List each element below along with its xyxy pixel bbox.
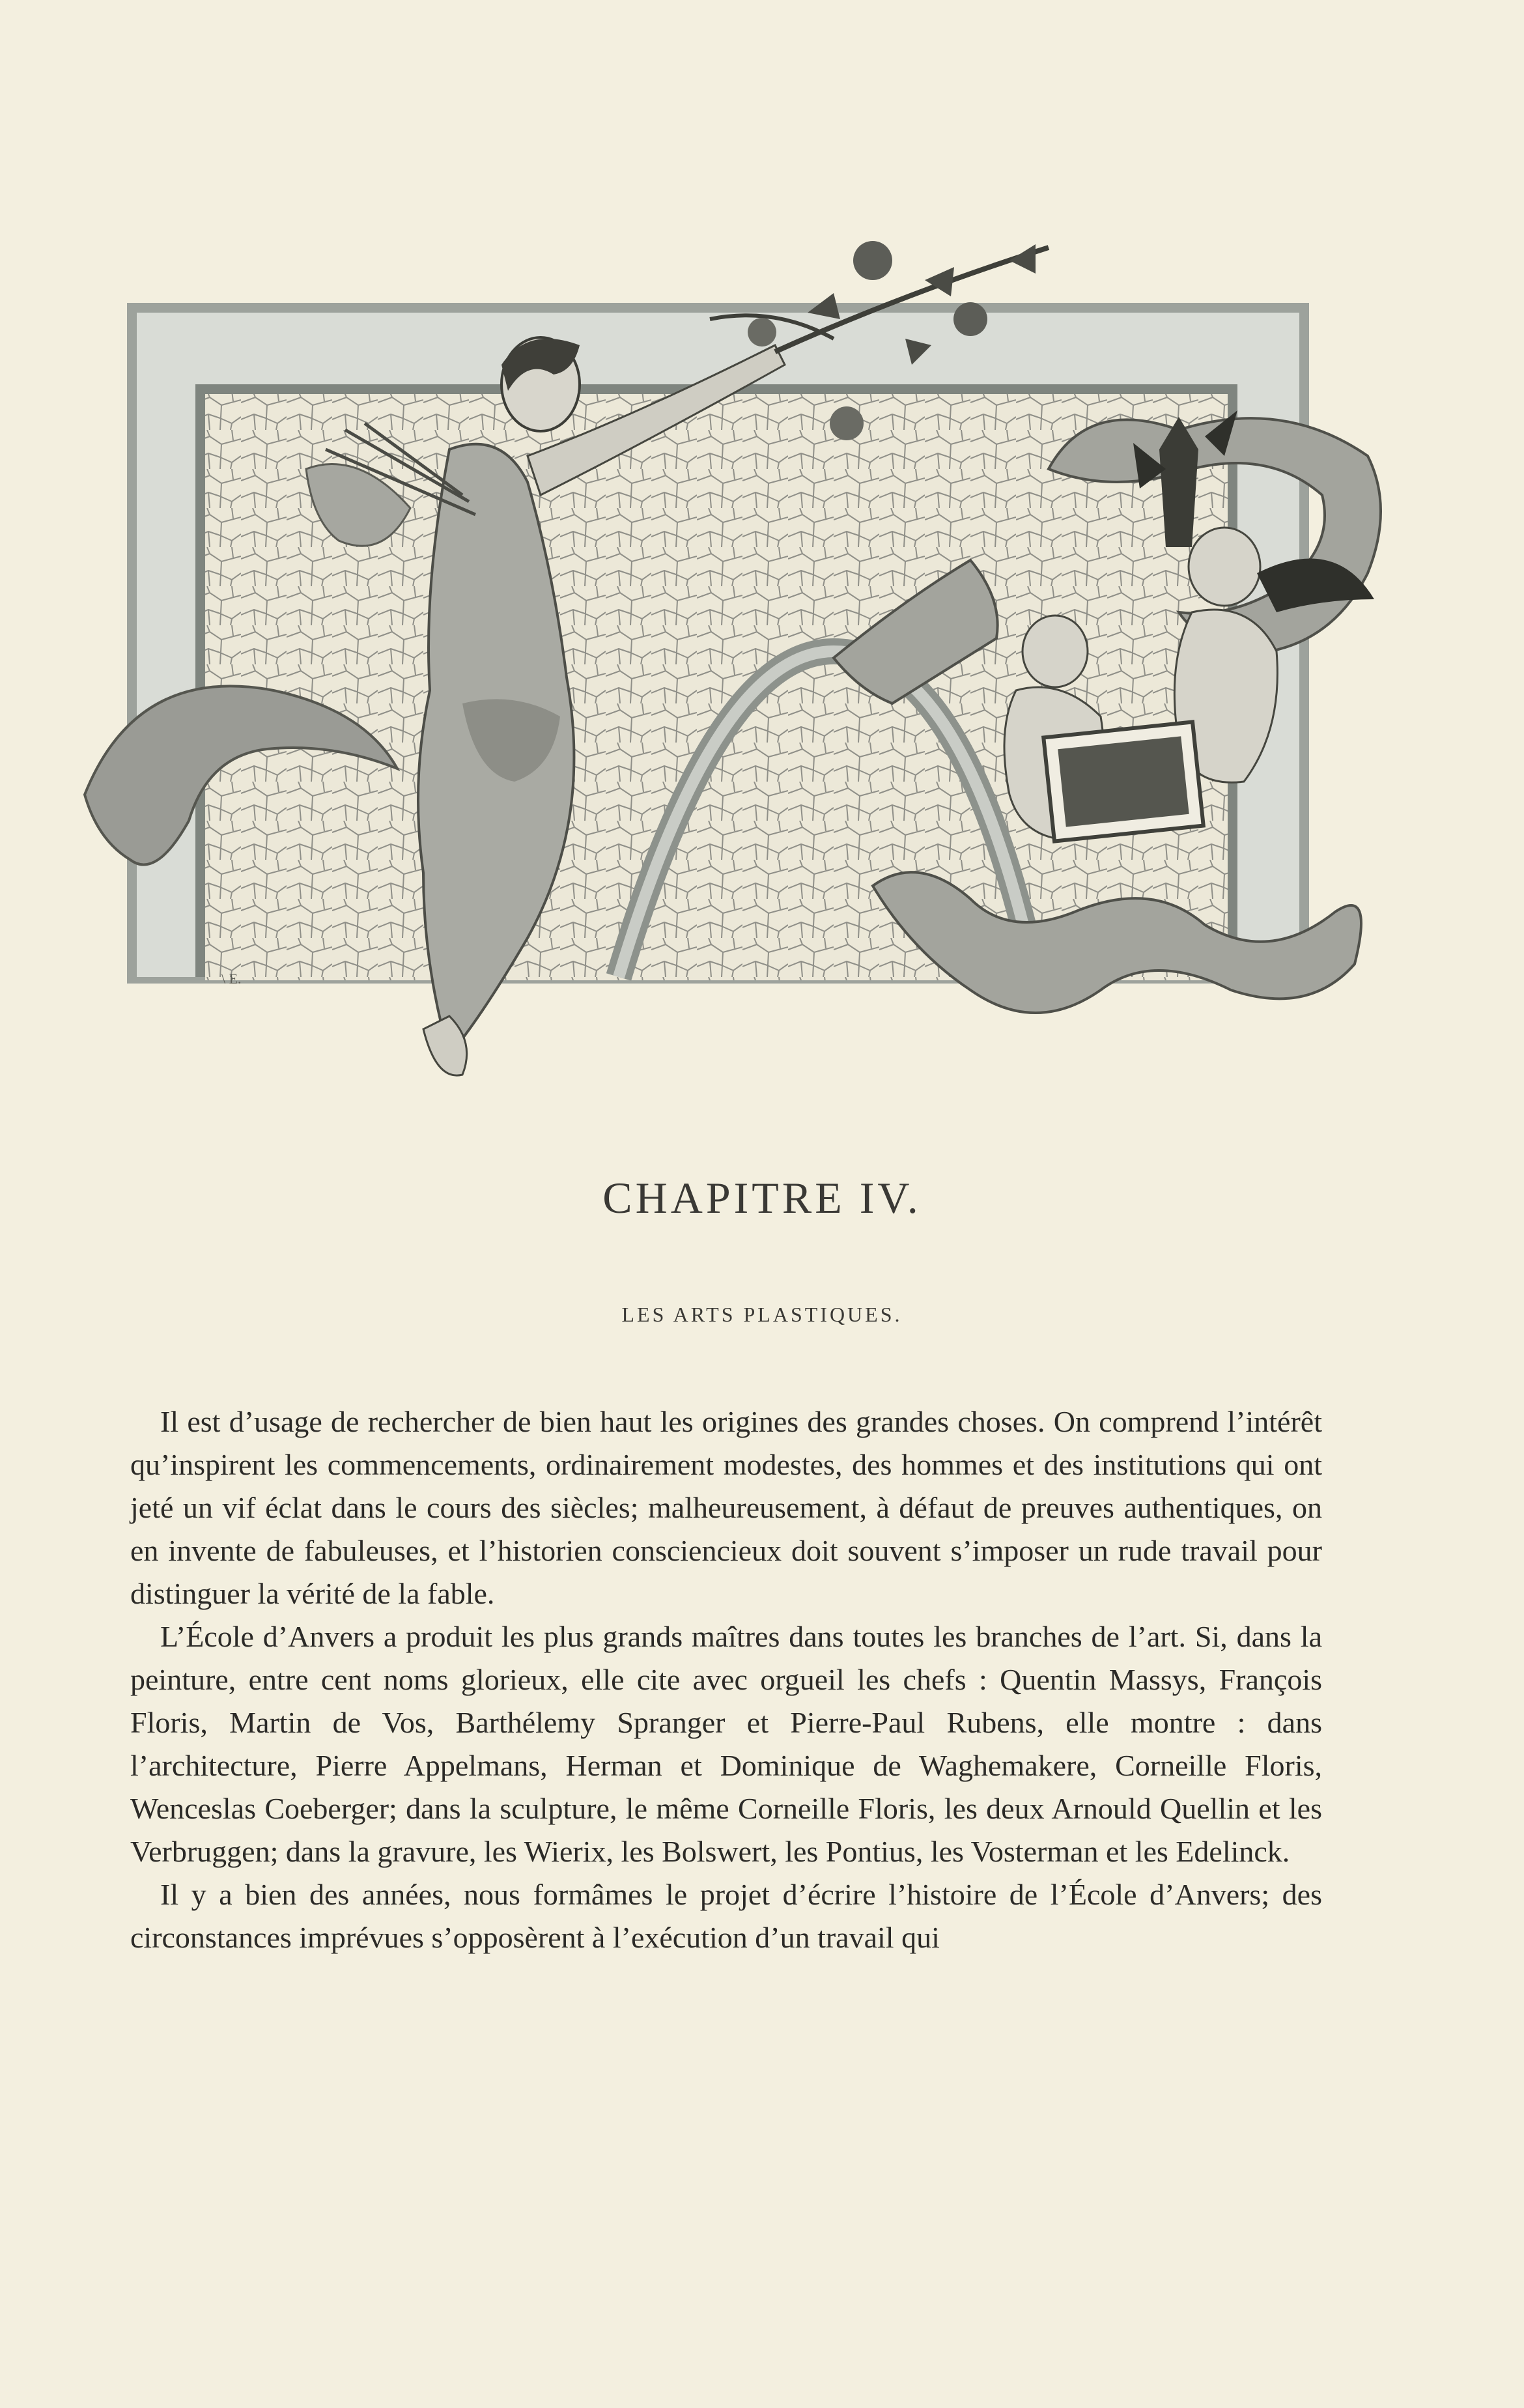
chapter-subtitle: LES ARTS PLASTIQUES.	[621, 1303, 903, 1326]
chapter-title: CHAPITRE IV.	[602, 1173, 922, 1223]
artist-signature: \ E.	[221, 970, 242, 987]
frame	[127, 303, 1309, 984]
paragraph-3: Il y a bien des années, nous formâmes le projet d’écrire l’histoire de l’École d’Anvers; des circonstances imprévues s’opposèrent à l’exécution d’un travail qui	[130, 1878, 1322, 1954]
headpiece-illustration	[59, 234, 1394, 1081]
body-text	[130, 1400, 1322, 1959]
paragraph-2: L’École d’Anvers a produit les plus grands maîtres dans toutes les branches de l’art. Si, dans la peinture, entre cent noms glorieux, elle cite avec orgueil les chefs : Quentin Massys, François Floris, Martin de Vos, Barthélemy Spranger et Pierre-Paul Rubens, elle montre : dans l’architecture, Pierre Appelmans, Herman et Dominique de Waghemakere, Corneille Floris, Wenceslas Coeberger; dans la sculpture, le même Corneille Floris, les deux Arnould Quellin et les Verbruggen; dans la gravure, les Wierix, les Bolswert, les Pontius, les Vosterman et les Edelinck.	[130, 1620, 1322, 1868]
paragraph-1: Il est d’usage de rechercher de bien haut les origines des grandes choses. On comprend l’intérêt qu’inspirent les commencements, ordinairement modestes, des hommes et des institutions qui ont jeté un vif éclat dans le cours des siècles; malheureusement, à défaut de preuves authentiques, on en invente de fabuleuses, et l’historien consciencieux doit souvent s’imposer un rude travail pour distinguer la vérité de la fable.	[130, 1405, 1322, 1610]
